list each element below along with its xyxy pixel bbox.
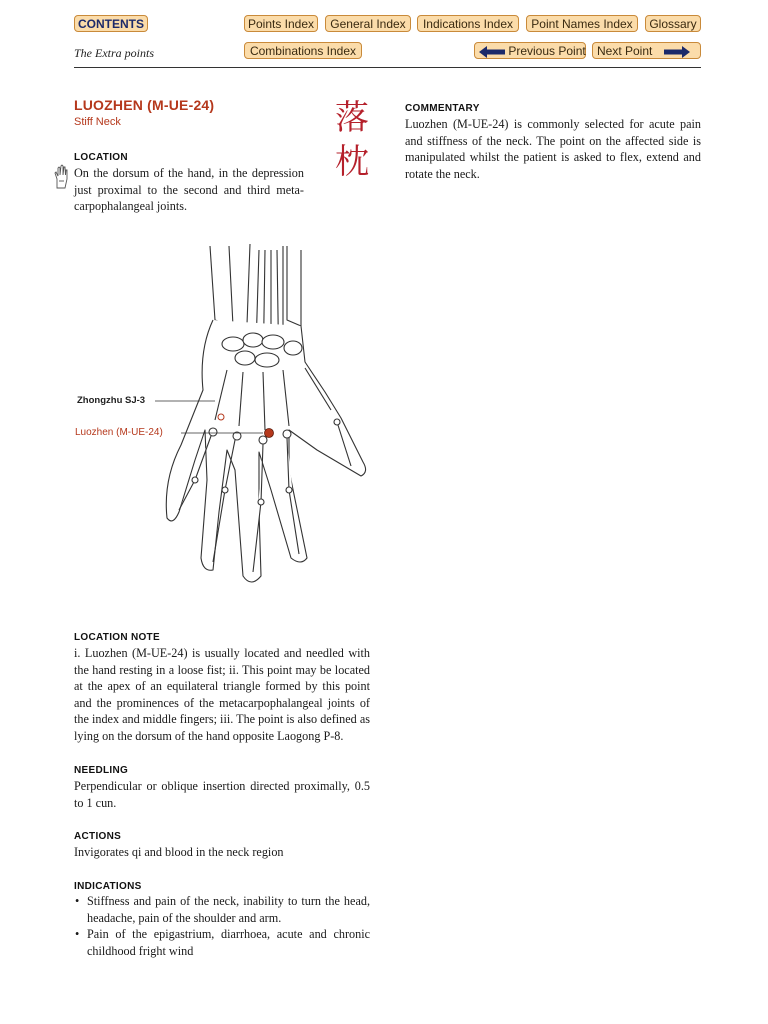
chinese-point-name [330,96,374,184]
section-title: The Extra points [74,46,154,60]
indication-item: • Stiffness and pain of the neck, inability to turn the head, headache, pain of the shoulder and arm. [74,893,370,926]
contents-button[interactable]: CONTENTS [74,15,148,32]
needling-text: Perpendicular or oblique insertion directed proximally, 0.5 to 1 cun. [74,779,370,810]
actions-text: Invigorates qi and blood in the neck region [74,845,284,859]
previous-point-button[interactable] [474,42,586,59]
next-point-label: Next Point [597,44,653,58]
point-english-name: Stiff Neck [74,116,121,128]
general-index-button[interactable]: General Index [325,15,411,32]
indications-index-button[interactable]: Indications Index [417,15,519,32]
point-names-index-button[interactable]: Point Names Index [526,15,638,32]
commentary-text: Luozhen (M-UE-24) is commonly selected for acute pain and stiffness of the neck. The point on the affected side is manipulated whilst the patient is asked to flex, extend and rotate the neck. [405,117,701,181]
header-divider [74,67,701,68]
chinese-char-1: 落 [335,98,369,138]
chinese-char-2: 枕 [335,142,369,182]
previous-point-label: Previous Point [508,44,586,58]
indications-list [74,893,370,959]
location-heading: LOCATION [74,152,128,163]
location-note-text: i. Luozhen (M-UE-24) is usually located and needled with the hand resting in a loose fist; ii. This point may be located at the apex of an equilateral triangle formed by this point and the prominences of the metacarpophalangeal joints of the index and middle fingers; iii. The point is also defined as lying on the dorsum of the hand opposite Laogong P-8. [74,646,370,743]
actions-heading: ACTIONS [74,831,122,842]
arrow-left-icon [479,46,505,58]
hand-skeleton-illustration [155,240,385,590]
hand-icon [53,164,69,190]
next-point-button[interactable] [592,42,701,59]
location-note-heading: LOCATION NOTE [74,632,160,643]
location-text: On the dorsum of the hand, in the depression just proximal to the second and third meta-carpophalangeal joints. [74,166,304,213]
glossary-button[interactable]: Glossary [645,15,701,32]
luozhen-label: Luozhen (M-UE-24) [75,427,163,438]
point-title: LUOZHEN (M-UE-24) [74,97,215,113]
arrow-right-icon [664,46,690,58]
indication-item: • Pain of the epigastrium, diarrhoea, acute and chronic childhood fright wind [74,926,370,959]
zhongzhu-label: Zhongzhu SJ-3 [77,395,146,406]
indications-heading: INDICATIONS [74,881,142,892]
combinations-index-button[interactable]: Combinations Index [244,42,362,59]
commentary-heading: COMMENTARY [405,103,480,114]
needling-heading: NEEDLING [74,765,129,776]
points-index-button[interactable]: Points Index [244,15,318,32]
